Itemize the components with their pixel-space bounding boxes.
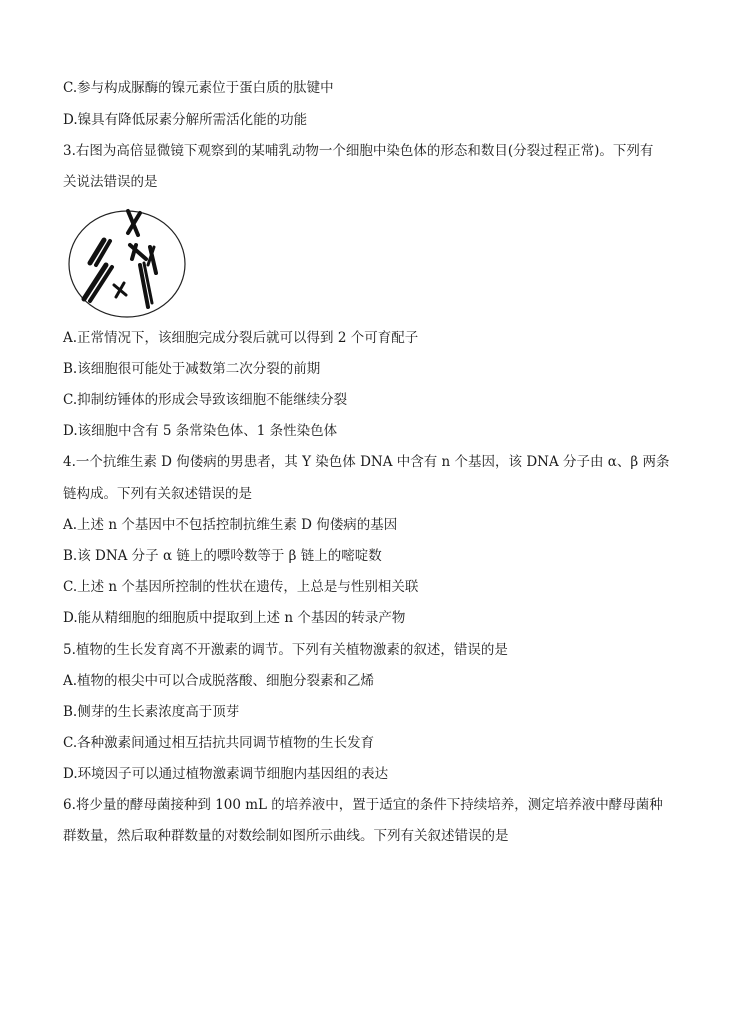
- q4-stem-line2: 链构成。下列有关叙述错误的是: [63, 486, 252, 502]
- q3-stem-line2: 关说法错误的是: [63, 174, 158, 190]
- q4-option-c: C.上述 n 个基因所控制的性状在遗传，上总是与性别相关联: [63, 579, 419, 595]
- q4-option-b: B.该 DNA 分子 α 链上的嘌呤数等于 β 链上的嘧啶数: [63, 548, 382, 564]
- q3-option-d: D.该细胞中含有 5 条常染色体、1 条性染色体: [63, 423, 338, 439]
- q4-option-a: A.上述 n 个基因中不包括控制抗维生素 D 佝偻病的基因: [63, 517, 398, 533]
- chromosome-cell-figure: [66, 207, 188, 321]
- q5-option-b: B.侧芽的生长素浓度高于顶芽: [63, 704, 240, 720]
- q2-option-c: C.参与构成脲酶的镍元素位于蛋白质的肽键中: [63, 80, 334, 96]
- q5-stem: 5.植物的生长发育离不开激素的调节。下列有关植物激素的叙述，错误的是: [63, 642, 508, 658]
- q2-option-d: D.镍具有降低尿素分解所需活化能的功能: [63, 112, 308, 128]
- q3-option-b: B.该细胞很可能处于减数第二次分裂的前期: [63, 361, 321, 377]
- q4-stem-line1: 4.一个抗维生素 D 佝偻病的男患者，其 Y 染色体 DNA 中含有 n 个基因，该 DNA 分子由 α、β 两条: [63, 454, 670, 470]
- q3-option-c: C.抑制纺锤体的形成会导致该细胞不能继续分裂: [63, 392, 348, 408]
- q5-option-d: D.环境因子可以通过植物激素调节细胞内基因组的表达: [63, 766, 389, 782]
- q5-option-c: C.各种激素间通过相互拮抗共同调节植物的生长发育: [63, 735, 375, 751]
- q6-stem-line1: 6.将少量的酵母菌接种到 100 mL 的培养液中，置于适宜的条件下持续培养，测定培养液中酵母菌种: [63, 797, 663, 813]
- q3-option-a: A.正常情况下，该细胞完成分裂后就可以得到 2 个可育配子: [63, 330, 419, 346]
- q4-option-d: D.能从精细胞的细胞质中提取到上述 n 个基因的转录产物: [63, 610, 406, 626]
- q5-option-a: A.植物的根尖中可以合成脱落酸、细胞分裂素和乙烯: [63, 673, 375, 689]
- q6-stem-line2: 群数量，然后取种群数量的对数绘制如图所示曲线。下列有关叙述错误的是: [63, 828, 509, 844]
- q3-stem-line1: 3.右图为高倍显微镜下观察到的某哺乳动物一个细胞中染色体的形态和数目(分裂过程正常)。下列有: [63, 143, 654, 159]
